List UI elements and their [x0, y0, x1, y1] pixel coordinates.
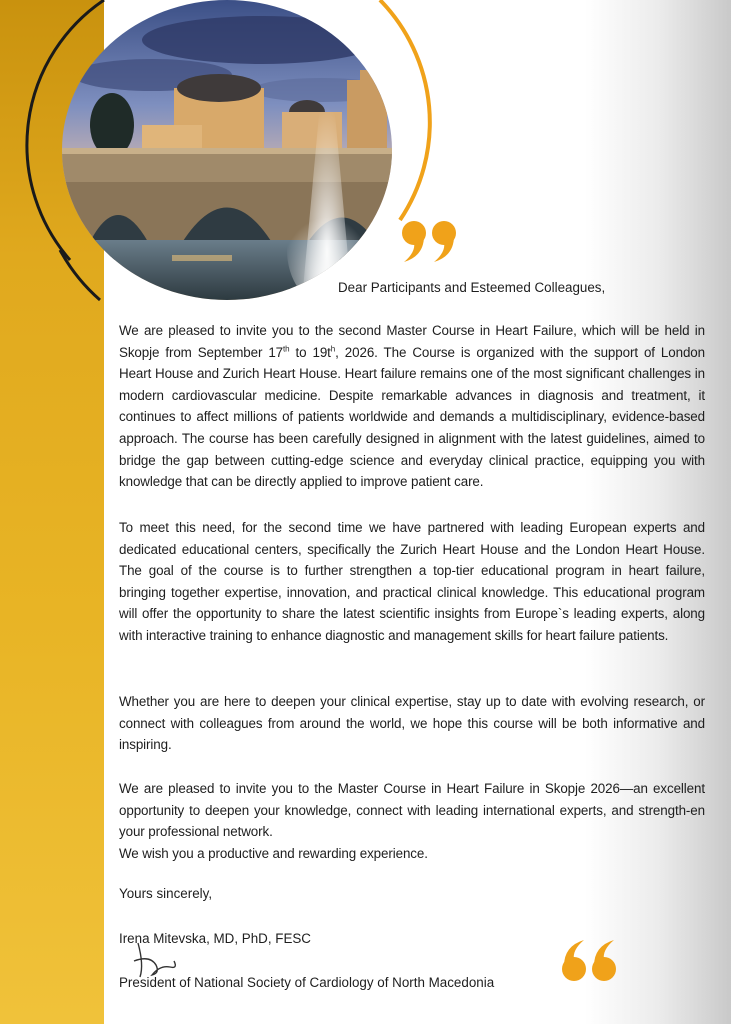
- close-quote-icon: [556, 932, 620, 1002]
- signer-name: Irena Mitevska, MD, PhD, FESC: [119, 931, 311, 946]
- paragraph-purpose: Whether you are here to deepen your clinical expertise, stay up to date with evolving research, or connect with colleagues from around the world, we hope this course will be both informative and inspiring.: [119, 694, 705, 753]
- signer-title: President of National Society of Cardiology of North Macedonia: [119, 975, 495, 990]
- paragraph-invitation-part-a: We are pleased to invite you to the second Master Course in Heart Failure, which will be held in Skopje from September 17: [119, 323, 705, 360]
- letter-closing: Yours sincerely,: [119, 886, 213, 901]
- superscript-th: th: [283, 344, 290, 354]
- letter-greeting: Dear Participants and Esteemed Colleagues,: [338, 280, 606, 295]
- stone-bridge-fountain-photo: [62, 0, 392, 300]
- wish-text: We wish you a productive and rewarding experience.: [119, 845, 428, 861]
- paragraph-invitation: [119, 320, 705, 493]
- paragraph-invitation-part-b: to 19t: [289, 344, 331, 360]
- paragraph-invitation-part-c: , 2026. The Course is organized with the support of London Heart House and Zurich Heart House. Heart failure remains one of the most significant challenges in modern cardiovascular medicine. Despite remarkable advances in diagnosis and treatment, it continues to affect millions of patients worldwide and demands a multidisciplinary, evidence-based approach. The course has been carefully designed in alignment with the latest guidelines, aimed to bridge the gap between cutting-edge science and everyday clinical practice, equipping you with knowledge that can be directly applied to improve patient care.: [119, 344, 705, 490]
- open-quote-icon: [398, 200, 462, 270]
- closing-invite-text: We are pleased to invite you to the Master Course in Heart Failure in Skopje 2026—an excellent opportunity to deepen your knowledge, connect with leading international experts, and strength-en your professional network.: [119, 781, 705, 840]
- superscript-h: h: [330, 344, 336, 354]
- paragraph-closing-invite: [119, 778, 705, 864]
- paragraph-partnership: To meet this need, for the second time we have partnered with leading European experts and dedicated educational centers, specifically the Zurich Heart House and the London Heart House. The goal of the course is to further strengthen a top-tier educational program in heart failure, bringing together expertise, innovation, and practical clinical knowledge. This educational program will offer the opportunity to share the latest scientific insights from Europe`s leading experts, along with interactive training to enhance diagnostic and management skills for heart failure patients.: [119, 520, 705, 643]
